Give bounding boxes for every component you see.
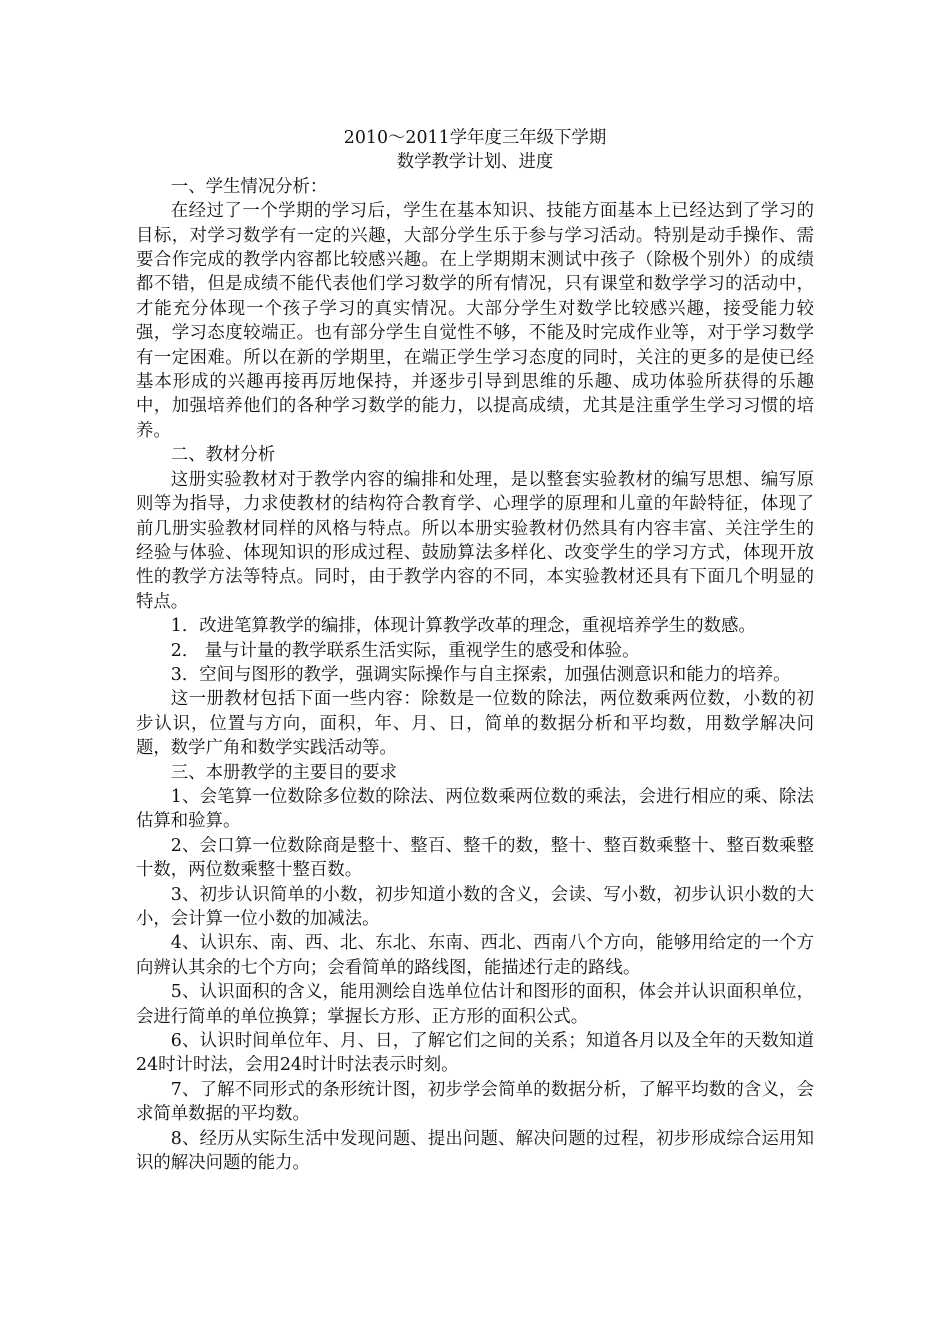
paragraph: 在经过了一个学期的学习后，学生在基本知识、技能方面基本上已经达到了学习的目标，对学习数学有一定的兴趣，大部分学生乐于参与学习活动。特别是动手操作、需要合作完成的教学内容都比较感兴趣。在上学期期末测试中孩子（除极个别外）的成绩都不错，但是成绩不能代表他们学习数学的所有情况，只有课堂和数学学习的活动中，才能充分体现一个孩子学习的真实情况。大部分学生对数学比较感兴趣，接受能力较强，学习态度较端正。也有部分学生自觉性不够，不能及时完成作业等，对于学习数学有一定困难。所以在新的学期里，在端正学生学习态度的同时，关注的更多的是使已经基本形成的兴趣再接再厉地保持，并逐步引导到思维的乐趣、成功体验所获得的乐趣中，加强培养他们的各种学习数学的能力，以提高成绩，尤其是注重学生学习习惯的培养。 (136, 201, 814, 441)
list-item: 7、了解不同形式的条形统计图，初步学会简单的数据分析，了解平均数的含义，会求简单数据的平均数。 (136, 1079, 814, 1125)
list-item: 4、认识东、南、西、北、东北、东南、西北、西南八个方向，能够用给定的一个方向辨认其余的七个方向；会看简单的路线图，能描述行走的路线。 (136, 933, 814, 978)
document-title-line1: 2010～2011学年度三年级下学期 (343, 128, 607, 148)
list-item: 1．改进笔算教学的编排，体现计算教学改革的理念，重视培养学生的数感。 (170, 616, 756, 637)
paragraph: 这一册教材包括下面一些内容：除数是一位数的除法，两位数乘两位数，小数的初步认识，位置与方向，面积，年、月、日，简单的数据分析和平均数，用数学解决问题，数学广角和数学实践活动等。 (136, 689, 814, 759)
paragraph: 这册实验教材对于教学内容的编排和处理，是以整套实验教材的编写思想、编写原则等为指导，力求使教材的结构符合教育学、心理学的原理和儿童的年龄特征，体现了前几册实验教材同样的风格与特点。所以本册实验教材仍然具有内容丰富、关注学生的经验与体验、体现知识的形成过程、鼓励算法多样化、改变学生的学习方式，体现开放性的教学方法等特点。同时，由于教学内容的不同，本实验教材还具有下面几个明显的特点。 (136, 469, 814, 612)
section-heading: 三、本册教学的主要目的要求 (170, 762, 397, 783)
document-title-line2: 数学教学计划、进度 (396, 152, 554, 173)
section-heading: 二、教材分析 (170, 445, 276, 466)
list-item: 5、认识面积的含义，能用测绘自选单位估计和图形的面积，体会并认识面积单位，会进行简单的单位换算；掌握长方形、正方形的面积公式。 (136, 982, 814, 1027)
document-page (136, 126, 814, 1175)
list-item: 6、认识时间单位年、月、日，了解它们之间的关系；知道各月以及全年的天数知道24时计时法，会用24时计时法表示时刻。 (136, 1031, 814, 1076)
list-item: 3、初步认识简单的小数，初步知道小数的含义，会读、写小数，初步认识小数的大小，会计算一位小数的加减法。 (136, 884, 814, 929)
list-item: 1、会笔算一位数除多位数的除法、两位数乘两位数的乘法，会进行相应的乘、除法估算和验算。 (136, 786, 814, 832)
list-item: 2、会口算一位数除商是整十、整百、整千的数，整十、整百数乘整十、整百数乘整十数，两位数乘整十整百数。 (136, 835, 814, 881)
list-item: 3．空间与图形的教学，强调实际操作与自主探索，加强估测意识和能力的培养。 (170, 664, 791, 685)
list-item: 8、经历从实际生活中发现问题、提出问题、解决问题的过程，初步形成综合运用知识的解决问题的能力。 (136, 1128, 814, 1174)
section-heading: 一、学生情况分析： (170, 176, 328, 197)
list-item: 2． 量与计量的教学联系生活实际，重视学生的感受和体验。 (170, 640, 640, 661)
